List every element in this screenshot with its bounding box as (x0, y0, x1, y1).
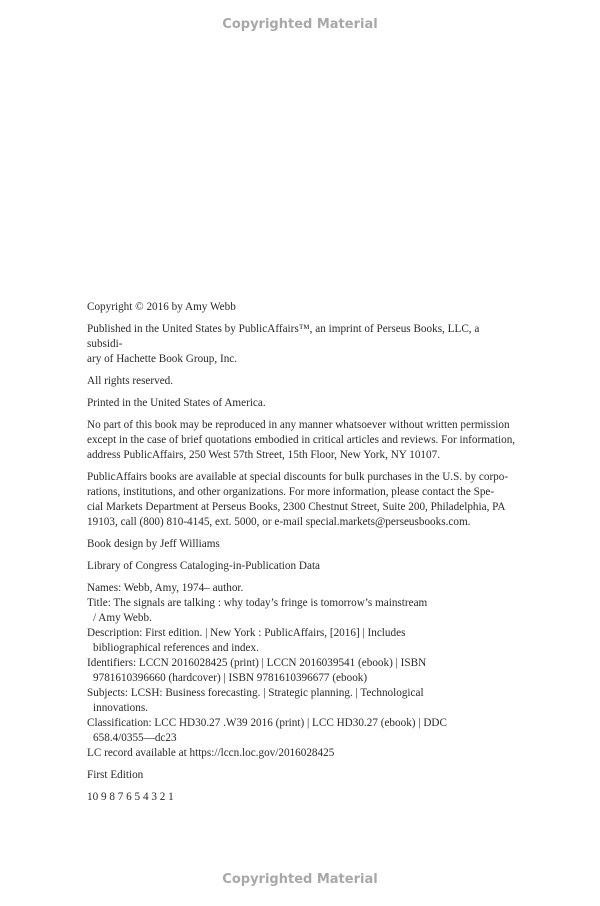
cip-line: 658.4/0355—dc23 (93, 732, 177, 744)
cip-line: Names: Webb, Amy, 1974– author. (87, 582, 244, 594)
reproduction-notice-line: except in the case of brief quotations embodied in critical articles and reviews. For information, (87, 434, 516, 446)
special-sales-line: PublicAffairs books are available at special discounts for bulk purchases in the U.S. by corpo- (87, 471, 509, 483)
special-sales-line: 19103, call (800) 810-4145, ext. 5000, or e-mail special.markets@perseusbooks.com. (87, 516, 471, 528)
special-sales-notice (87, 470, 517, 530)
cip-line: Classification: LCC HD30.27 .W39 2016 (print) | LCC HD30.27 (ebook) | DDC (87, 717, 447, 729)
copyright-page-content (87, 300, 517, 812)
loc-header: Library of Congress Cataloging-in-Publication Data (87, 560, 321, 572)
copyright-line: Copyright © 2016 by Amy Webb (87, 301, 236, 313)
cip-line: LC record available at https://lccn.loc.gov/2016028425 (87, 747, 335, 759)
publisher-statement (87, 322, 517, 367)
publisher-statement-line: Published in the United States by PublicAffairs™, an imprint of Perseus Books, LLC, a subsidi- (87, 323, 480, 350)
cip-line: 9781610396660 (hardcover) | ISBN 9781610396677 (ebook) (93, 672, 368, 684)
publisher-statement-line: ary of Hachette Book Group, Inc. (87, 353, 238, 365)
special-sales-line: rations, institutions, and other organizations. For more information, please contact the Spe- (87, 486, 495, 498)
printing-line: 10 9 8 7 6 5 4 3 2 1 (87, 791, 174, 803)
book-design-credit: Book design by Jeff Williams (87, 538, 220, 550)
cip-line: bibliographical references and index. (93, 642, 259, 654)
watermark-bottom: Copyrighted Material (222, 872, 378, 887)
cip-line: Description: First edition. | New York : PublicAffairs, [2016] | Includes (87, 627, 406, 639)
edition-line: First Edition (87, 769, 144, 781)
cip-line: Title: The signals are talking : why today’s fringe is tomorrow’s mainstream (87, 597, 428, 609)
rights-reserved: All rights reserved. (87, 375, 174, 387)
printed-in: Printed in the United States of America. (87, 397, 266, 409)
special-sales-line: cial Markets Department at Perseus Books, 2300 Chestnut Street, Suite 200, Philadelphia, PA (87, 501, 506, 513)
watermark-top: Copyrighted Material (222, 17, 378, 32)
reproduction-notice-line: address PublicAffairs, 250 West 57th Street, 15th Floor, New York, NY 10107. (87, 449, 441, 461)
cip-line: / Amy Webb. (93, 612, 152, 624)
reproduction-notice (87, 418, 517, 463)
cip-line: innovations. (93, 702, 149, 714)
cip-data-block (87, 581, 517, 761)
cip-line: Subjects: LCSH: Business forecasting. | Strategic planning. | Technological (87, 687, 424, 699)
cip-line: Identifiers: LCCN 2016028425 (print) | LCCN 2016039541 (ebook) | ISBN (87, 657, 427, 669)
reproduction-notice-line: No part of this book may be reproduced in any manner whatsoever without written permission (87, 419, 510, 431)
